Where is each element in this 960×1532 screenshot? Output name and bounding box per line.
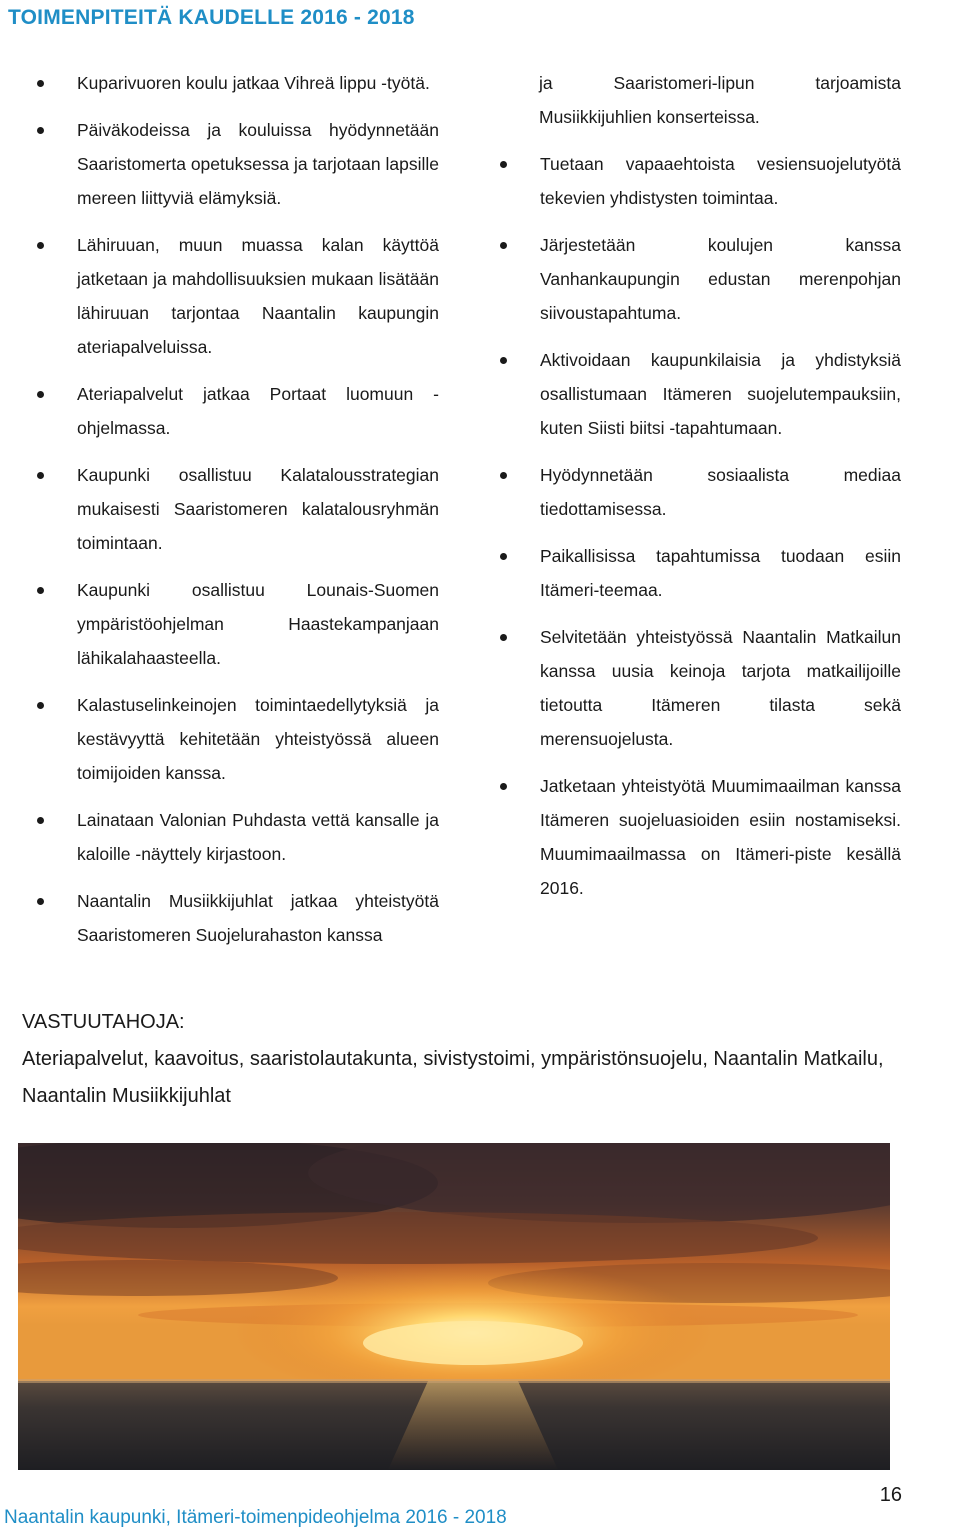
footer-text: Naantalin kaupunki, Itämeri-toimenpideohjelma 2016 - 2018 [4, 1507, 507, 1528]
bullet-icon [37, 127, 44, 134]
list-item-text: Naantalin Musiikkijuhlat jatkaa yhteistyötä Saaristomeren Suojelurahaston kanssa [77, 891, 439, 945]
list-item-text: Tuetaan vapaaehtoista vesiensuojelutyötä tekevien yhdistysten toimintaa. [540, 154, 901, 208]
bullet-icon [37, 472, 44, 479]
list-item [37, 113, 439, 215]
bullet-icon [500, 472, 507, 479]
list-item [37, 66, 439, 100]
list-item [500, 769, 901, 905]
bullet-icon [500, 242, 507, 249]
list-item [500, 620, 901, 756]
bullet-icon [500, 783, 507, 790]
list-item [37, 884, 439, 952]
list-item-continuation [500, 66, 901, 134]
list-item-text: Lähiruuan, muun muassa kalan käyttöä jatketaan ja mahdollisuuksien mukaan lisätään lähiruuan tarjontaa Naantalin kaupungin ateriapalveluissa. [77, 235, 439, 357]
list-item [500, 539, 901, 607]
bullet-icon [37, 242, 44, 249]
list-item [500, 228, 901, 330]
list-item-text: Selvitetään yhteistyössä Naantalin Matkailun kanssa uusia keinoja tarjota matkailijoille tietoutta Itämeren tilasta sekä merensuojelusta. [540, 627, 901, 749]
responsibles-text: Ateriapalvelut, kaavoitus, saaristolautakunta, sivistystoimi, ympäristönsuojelu, Naantalin Matkailu, Naantalin Musiikkijuhlat [22, 1048, 884, 1107]
list-item-text: Päiväkodeissa ja kouluissa hyödynnetään Saaristomerta opetuksessa ja tarjotaan lapsille mereen liittyviä elämyksiä. [77, 120, 439, 208]
list-item-text: ja Saaristomeri-lipun tarjoamista Musiikkijuhlien konserteissa. [539, 73, 901, 127]
list-item [500, 343, 901, 445]
bullet-icon [37, 702, 44, 709]
sunset-sea-photo [18, 1143, 890, 1470]
list-item [37, 228, 439, 364]
responsibles-section [22, 1004, 960, 1115]
list-item [500, 147, 901, 215]
page-heading: TOIMENPITEITÄ KAUDELLE 2016 - 2018 [8, 6, 415, 29]
list-item-text: Kaupunki osallistuu Kalatalousstrategian mukaisesti Saaristomeren kalatalousryhmän toimintaan. [77, 465, 439, 553]
bullet-icon [500, 357, 507, 364]
list-item-text: Kuparivuoren koulu jatkaa Vihreä lippu -työtä. [77, 73, 430, 93]
list-item [37, 688, 439, 790]
right-bullet-column [500, 66, 901, 918]
list-item-text: Aktivoidaan kaupunkilaisia ja yhdistyksiä osallistumaan Itämeren suojelutempauksiin, kuten Siisti biitsi -tapahtumaan. [540, 350, 901, 438]
list-item-text: Kaupunki osallistuu Lounais-Suomen ympäristöohjelman Haastekampanjaan lähikalahaasteella. [77, 580, 439, 668]
left-bullet-column [37, 66, 439, 965]
list-item [37, 377, 439, 445]
bullet-icon [37, 898, 44, 905]
responsibles-heading: VASTUUTAHOJA: [22, 1011, 185, 1033]
list-item [37, 803, 439, 871]
list-item [37, 573, 439, 675]
list-item-text: Lainataan Valonian Puhdasta vettä kansalle ja kaloille -näyttely kirjastoon. [77, 810, 439, 864]
bullet-icon [500, 634, 507, 641]
bullet-icon [37, 587, 44, 594]
bullet-icon [37, 391, 44, 398]
bullet-icon [37, 80, 44, 87]
list-item-text: Järjestetään koulujen kanssa Vanhankaupungin edustan merenpohjan siivoustapahtuma. [540, 235, 901, 323]
list-item-text: Hyödynnetään sosiaalista mediaa tiedottamisessa. [540, 465, 901, 519]
page-number: 16 [879, 1484, 902, 1506]
bullet-icon [37, 817, 44, 824]
list-item-text: Paikallisissa tapahtumissa tuodaan esiin Itämeri-teemaa. [540, 546, 901, 600]
list-item-text: Kalastuselinkeinojen toimintaedellytyksiä ja kestävyyttä kehitetään yhteistyössä alueen toimijoiden kanssa. [77, 695, 439, 783]
bullet-icon [500, 161, 507, 168]
list-item-text: Jatketaan yhteistyötä Muumimaailman kanssa Itämeren suojeluasioiden esiin nostamiseksi. Muumimaailmassa on Itämeri-piste kesällä 2016. [540, 776, 901, 898]
list-item [37, 458, 439, 560]
bullet-icon [500, 553, 507, 560]
list-item-text: Ateriapalvelut jatkaa Portaat luomuun - ohjelmassa. [77, 384, 439, 438]
list-item [500, 458, 901, 526]
